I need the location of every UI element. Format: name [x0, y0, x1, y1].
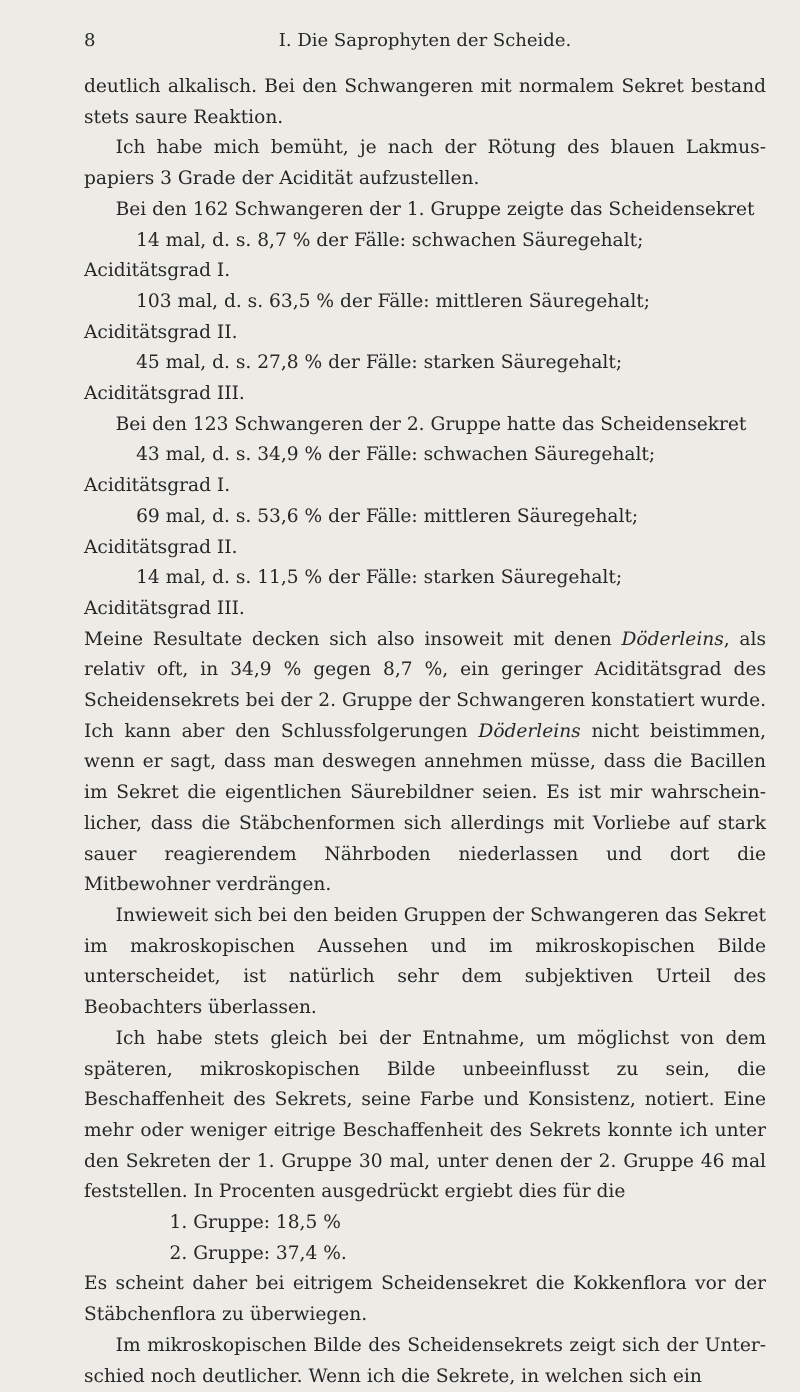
running-title: I. Die Saprophyten der Scheide. — [278, 30, 572, 51]
group1-line: 14 mal, d. s. 8,7 % der Fälle: schwachen Säuregehalt; — [136, 229, 644, 251]
results-text: Meine Resultate decken sich also insoweit mit denen — [84, 628, 622, 650]
group1-line: 45 mal, d. s. 27,8 % der Fälle: starken Säuregehalt; — [136, 352, 623, 374]
acidity-grade: Aciditätsgrad I. — [84, 475, 231, 497]
acidity-grade: Aciditätsgrad III. — [84, 383, 245, 405]
author-name: Döderleins — [621, 628, 724, 650]
paragraph: Es scheint daher bei eitrigem Scheidensekret die Kokkenflora vor der Stäbchenflora zu überwiegen. — [84, 1273, 766, 1326]
group2-line: 69 mal, d. s. 53,6 % der Fälle: mittleren Säuregehalt; — [136, 505, 639, 527]
results-paragraph — [84, 625, 766, 901]
acidity-grade: Aciditätsgrad II. — [84, 321, 238, 343]
results-text: , als relativ oft, in 34,9 % gegen 8,7 %, ein geringer Aciditätsgrad des Scheidensekrets bei der 2. Gruppe der Schwangeren konstatiert wurde. Ich kann aber den Schlussfolgerungen — [84, 628, 766, 742]
paragraph: Inwieweit sich bei den beiden Gruppen der Schwangeren das Sekret im makroskopischen Aussehen und im mikroskopischen Bilde unterscheidet, ist natürlich sehr dem subjektiven Urteil des Beobachters überlassen. — [84, 904, 766, 1019]
page-header — [84, 30, 766, 54]
paragraph: Bei den 162 Schwangeren der 1. Gruppe zeigte das Scheidensekret — [115, 198, 755, 220]
results-text: nicht beistimmen, wenn er sagt, dass man deswegen annehmen müsse, dass die Bacillen im Sekret die eigentlichen Säurebildner seien. Es ist mir wahrschein-licher, dass die Stäbchenformen sich allerdings mit Vorliebe auf stark sauer reagierendem Nährboden niederlassen und dort die Mitbewohner verdrängen. — [84, 720, 766, 896]
group2-line: 14 mal, d. s. 11,5 % der Fälle: starken Säuregehalt; — [136, 567, 623, 589]
page-body — [84, 72, 766, 1392]
paragraph: Im mikroskopischen Bilde des Scheidensekrets zeigt sich der Unter-schied noch deutlicher. Wenn ich die Sekrete, in welchen sich ein — [84, 1334, 766, 1387]
paragraph: Ich habe stets gleich bei der Entnahme, um möglichst von dem späteren, mikroskopischen Bilde unbeeinflusst zu sein, die Beschaffenheit des Sekrets, seine Farbe und Konsistenz, notiert. Eine mehr oder weniger eitrige Beschaffenheit des Sekrets konnte ich unter den Sekreten der 1. Gruppe 30 mal, unter denen der 2. Gruppe 46 mal feststellen. In Procenten ausgedrückt ergiebt dies für die — [84, 1027, 766, 1203]
author-name: Döderleins — [478, 720, 581, 742]
paragraph: deutlich alkalisch. Bei den Schwangeren mit normalem Sekret bestand stets saure Reaktion. — [84, 76, 766, 128]
group2-line: 43 mal, d. s. 34,9 % der Fälle: schwachen Säuregehalt; — [136, 444, 656, 466]
page-number: 8 — [84, 30, 96, 51]
percentage-line: 2. Gruppe: 37,4 %. — [169, 1242, 347, 1264]
acidity-grade: Aciditätsgrad III. — [84, 597, 245, 619]
paragraph: Ich habe mich bemüht, je nach der Rötung des blauen Lakmus-papiers 3 Grade der Acidität aufzustellen. — [84, 137, 766, 190]
paragraph: Bei den 123 Schwangeren der 2. Gruppe hatte das Scheidensekret — [115, 413, 747, 435]
acidity-grade: Aciditätsgrad II. — [84, 536, 238, 558]
group1-line: 103 mal, d. s. 63,5 % der Fälle: mittleren Säuregehalt; — [136, 290, 651, 312]
percentage-line: 1. Gruppe: 18,5 % — [169, 1212, 341, 1234]
acidity-grade: Aciditätsgrad I. — [84, 260, 231, 282]
